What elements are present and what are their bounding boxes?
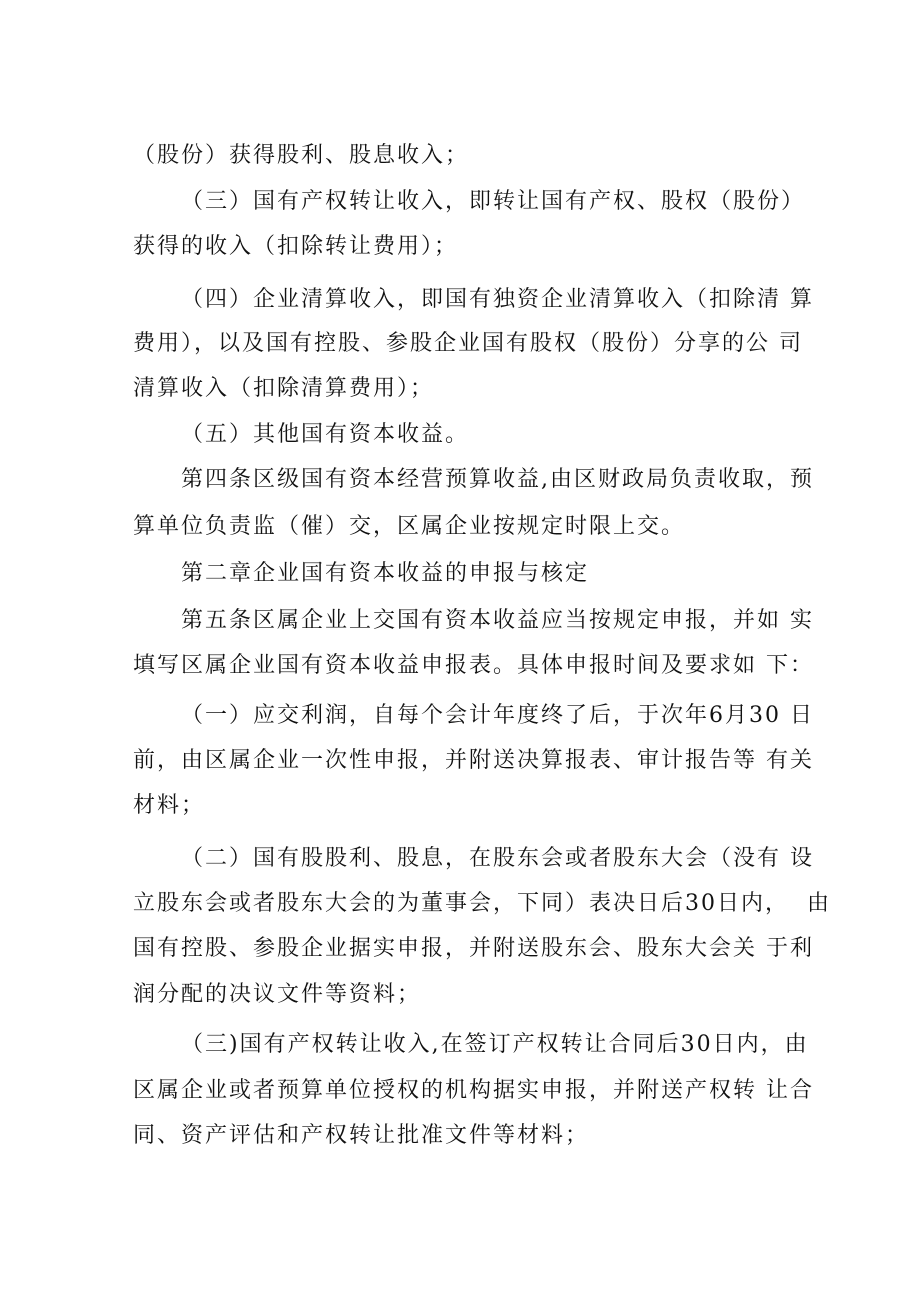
text-line: 第五条区属企业上交国有资本收益应当按规定申报，并如 实 xyxy=(181,608,814,633)
text-line: （四）企业清算收入，即国有独资企业清算收入（扣除清 算 xyxy=(181,287,814,312)
text-line: （一）应交利润，自每个会计年度终了后，于次年6月30 日 xyxy=(181,703,814,728)
text-line: 清算收入（扣除清算费用）； xyxy=(133,376,435,401)
text-line: （五）其他国有资本收益。 xyxy=(181,422,470,447)
text-line: 材料； xyxy=(133,793,206,818)
text-line: （三）国有产权转让收入，即转让国有产权、股权（股份） xyxy=(181,189,806,214)
text-line: 同、资产评估和产权转让批准文件等材料； xyxy=(133,1123,590,1148)
text-line: 填写区属企业国有资本收益申报表。具体申报时间及要求如 下： xyxy=(133,653,814,678)
text-line: （股份）获得股利、股息收入； xyxy=(133,143,470,168)
text-line: 国有控股、参股企业据实申报，并附送股东会、股东大会关 于利 xyxy=(133,936,814,961)
text-line: （三)国有产权转让收入,在签订产权转让合同后30日内，由 xyxy=(181,1032,809,1057)
text-line: （二）国有股股利、股息，在股东会或者股东大会（没有 设 xyxy=(181,846,814,871)
text-line: 算单位负责监（催）交，区属企业按规定时限上交。 xyxy=(133,514,686,539)
text-line: 前，由区属企业一次性申报，并附送决算报表、审计报告等 有关 xyxy=(133,748,814,773)
text-line: 区属企业或者预算单位授权的机构据实申报，并附送产权转 让合 xyxy=(133,1078,814,1103)
text-line: 润分配的决议文件等资料； xyxy=(133,982,422,1007)
text-line: 立股东会或者股东大会的为董事会，下同）表决日后30日内， 由 xyxy=(133,891,831,916)
text-line: 第四条区级国有资本经营预算收益,由区财政局负责收取，预 xyxy=(181,467,814,492)
text-line: 费用），以及国有控股、参股企业国有股权（股份）分享的公 司 xyxy=(133,331,803,356)
section-heading: 第二章企业国有资本收益的申报与核定 xyxy=(181,561,590,586)
text-line: 获得的收入（扣除转让费用）； xyxy=(133,234,459,259)
